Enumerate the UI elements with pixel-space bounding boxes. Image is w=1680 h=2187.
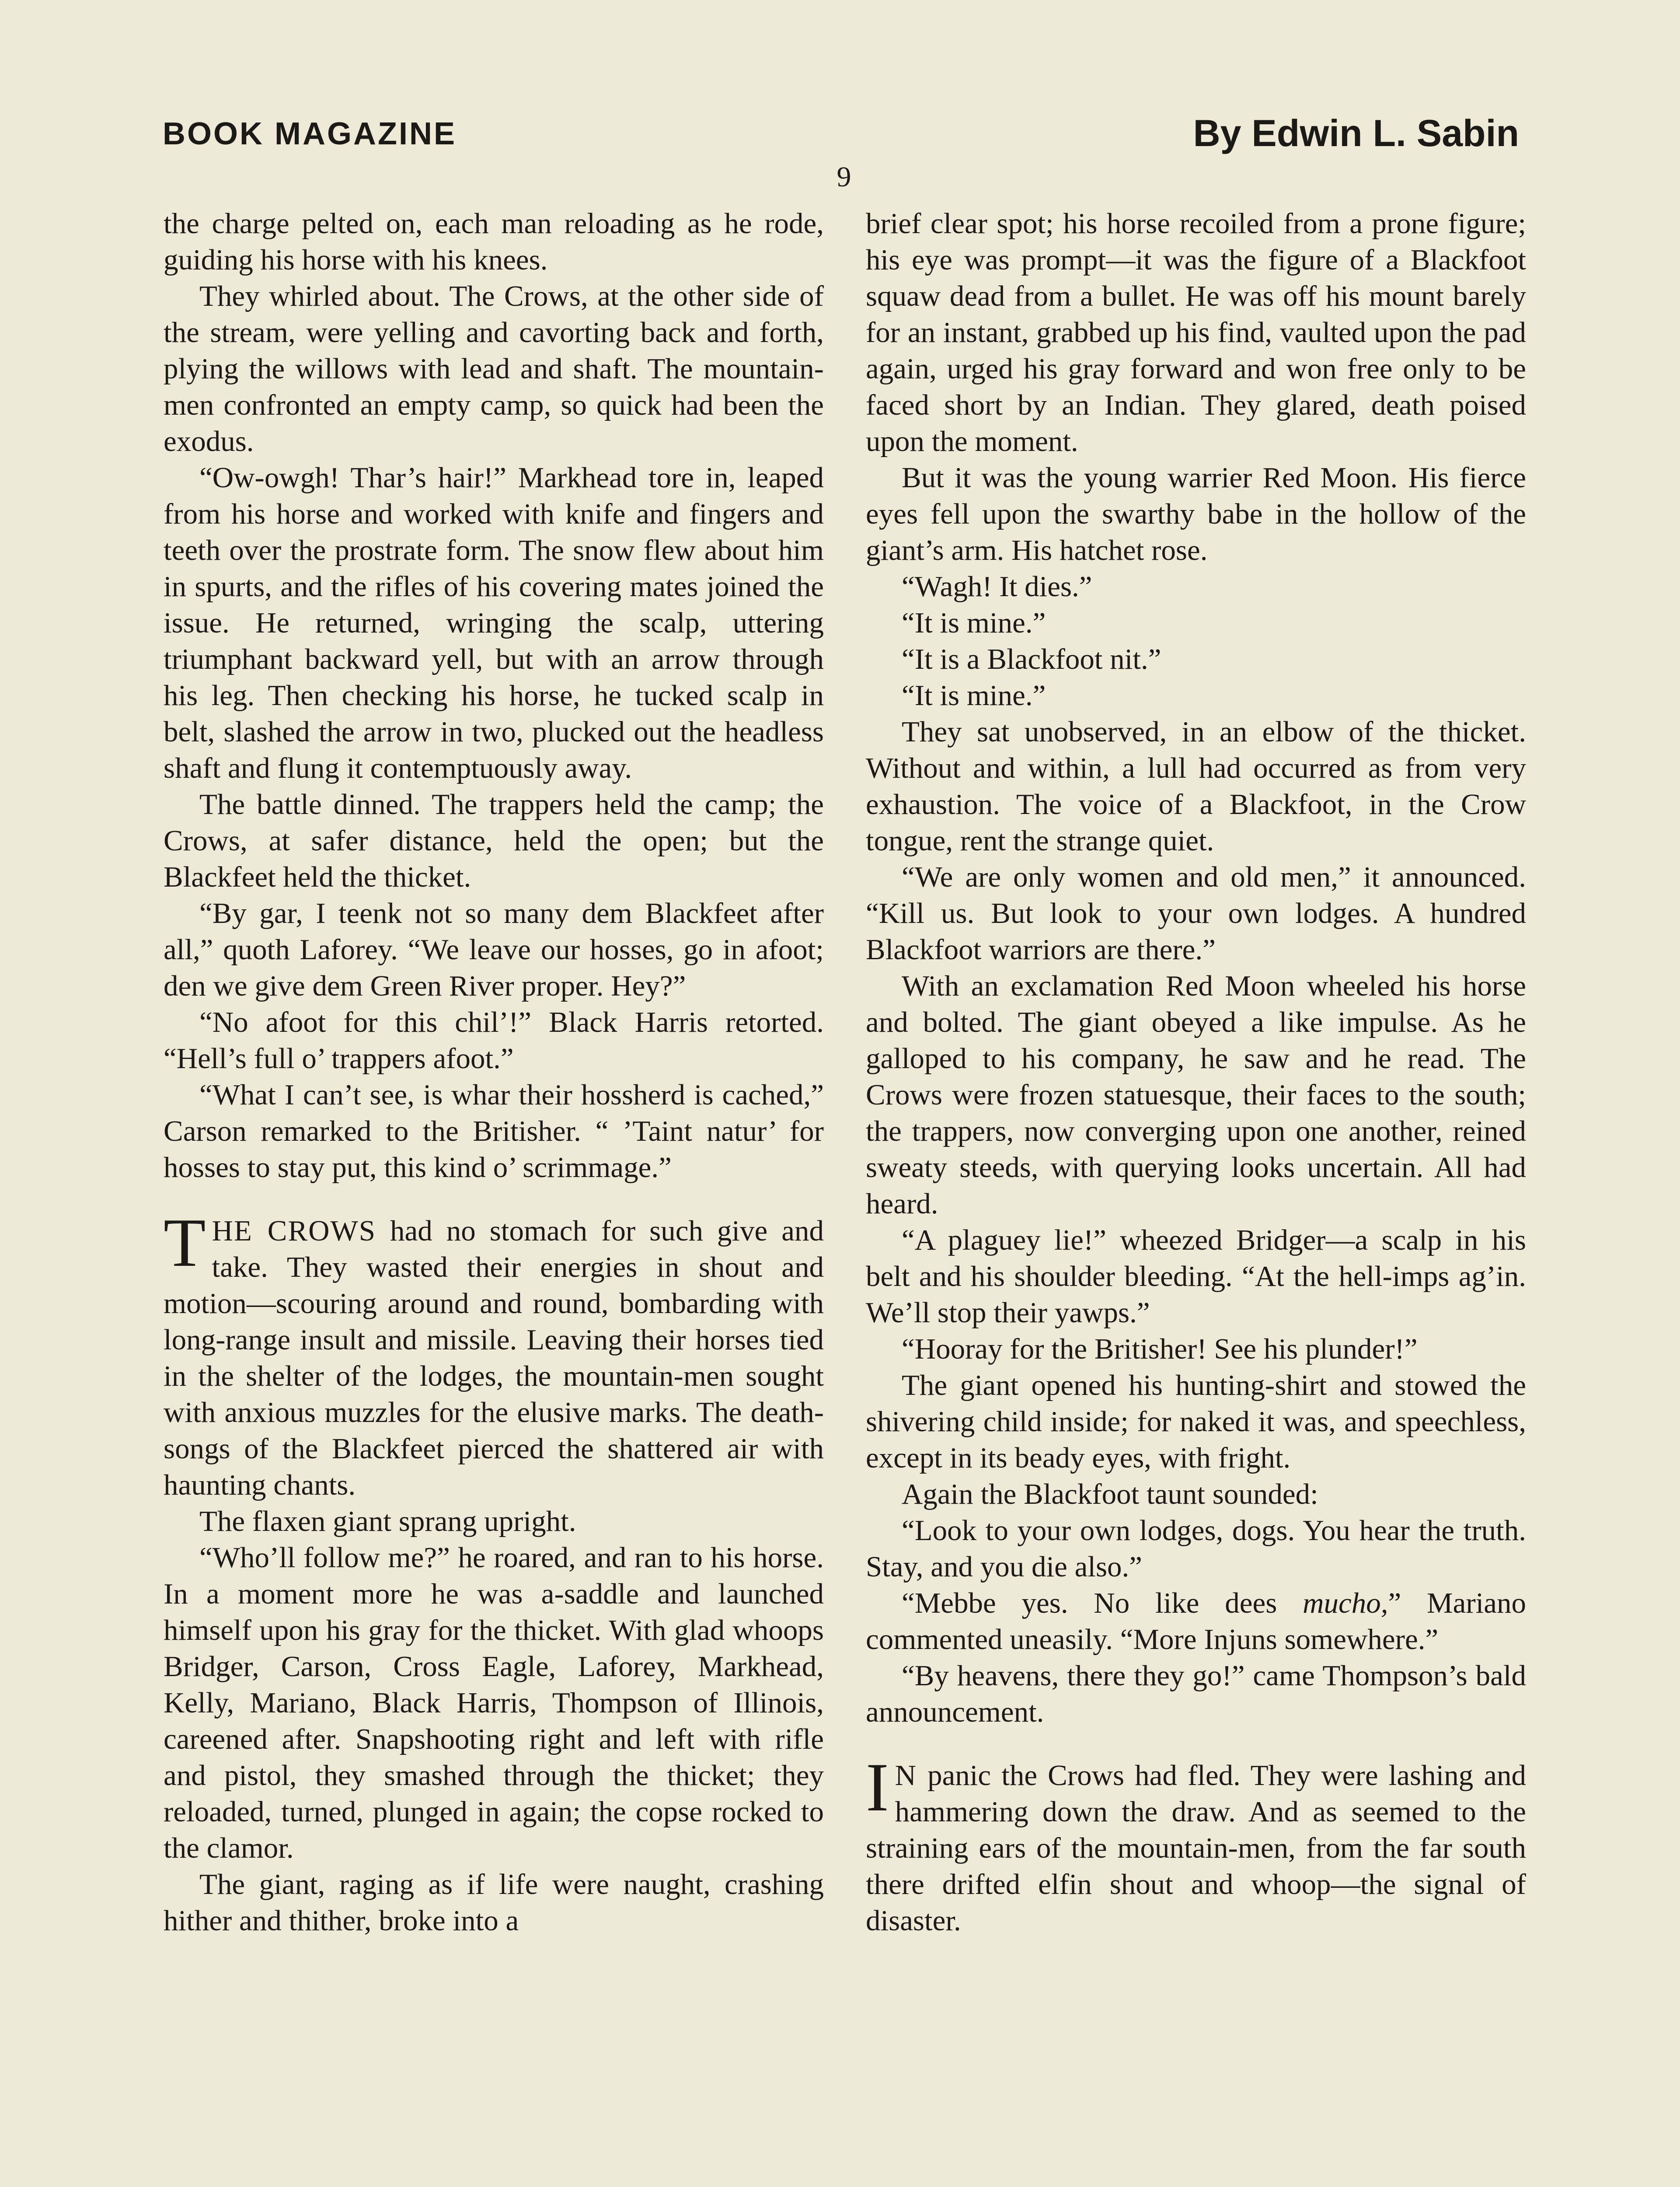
paragraph: “A plaguey lie!” wheezed Bridger—a scalp in his belt and his shoulder bleeding. “At the hell-imps ag’in. We’ll stop their yawps.” <box>866 1224 1526 1329</box>
paragraph-text: “Mebbe yes. No like dees <box>902 1587 1303 1619</box>
paragraph: “Hooray for the Britisher! See his plunder!” <box>902 1333 1418 1365</box>
paragraph: The giant opened his hunting-shirt and stowed the shivering child inside; for naked it was, and speechless, except in its beady eyes, with fright. <box>866 1369 1526 1474</box>
section-opening-paragraph <box>866 1749 1526 1939</box>
paragraph: But it was the young warrier Red Moon. His fierce eyes fell upon the swarthy babe in the hollow of the giant’s arm. His hatchet rose. <box>866 461 1526 566</box>
dialogue-line: “Wagh! It dies.” <box>902 570 1092 603</box>
magazine-title: BOOK MAGAZINE <box>163 116 457 151</box>
italic-word: mucho, <box>1303 1587 1388 1619</box>
dialogue-line: “It is mine.” <box>902 607 1046 639</box>
paragraph: “By gar, I teenk not so many dem Blackfeet after all,” quoth Laforey. “We leave our hosses, go in afoot; den we give dem Green River proper. Hey?” <box>164 897 824 1002</box>
author-byline: By Edwin L. Sabin <box>1193 112 1519 154</box>
paragraph: The giant, raging as if life were naught, crashing hither and thither, broke into a <box>164 1868 824 1937</box>
paragraph: “Who’ll follow me?” he roared, and ran to his horse. In a moment more he was a-saddle and launched himself upon his gray for the thicket. With glad whoops Bridger, Carson, Cross Eagle, Laforey, Markhead, Kelly, Mariano, Black Harris, Thompson of Illinois, careened after. Snapshooting right and left with rifle and pistol, they smashed through the thicket; they reloaded, turned, plunged in again; the copse rocked to the clamor. <box>164 1541 824 1864</box>
dialogue-line: “It is a Blackfoot nit.” <box>902 643 1161 675</box>
paragraph: “What I can’t see, is whar their hossherd is cached,” Carson remarked to the Britisher. “ ’Taint natur’ for hosses to stay put, this kind o’ scrimmage.” <box>164 1079 824 1184</box>
drop-cap: I <box>866 1749 889 1826</box>
paragraph: “By heavens, there they go!” came Thompson’s bald announcement. <box>866 1659 1526 1728</box>
paragraph: brief clear spot; his horse recoiled from a prone figure; his eye was prompt—it was the figure of a Blackfoot squaw dead from a bullet. He was off his mount barely for an instant, grabbed up his find, vaulted upon the pad again, urged his gray forward and won free only to be faced short by an Indian. They glared, death poised upon the moment. <box>866 207 1526 458</box>
section-opening-paragraph <box>164 1205 824 1503</box>
paragraph: The battle dinned. The trappers held the camp; the Crows, at safer distance, held the open; but the Blackfeet held the thicket. <box>164 788 824 893</box>
left-column <box>164 206 824 1939</box>
paragraph: “No afoot for this chil’!” Black Harris retorted. “Hell’s full o’ trappers afoot.” <box>164 1006 824 1075</box>
paragraph: With an exclamation Red Moon wheeled his horse and bolted. The giant obeyed a like impulse. As he galloped to his company, he saw and he read. The Crows were frozen statuesque, their faces to the south; the trappers, now converging upon one another, reined sweaty steeds, with querying looks uncertain. All had heard. <box>866 970 1526 1220</box>
paragraph-text: panic the Crows had fled. They were lashing and hammering down the draw. And as seemed to the straining ears of the mountain-men, from the far south there drifted elfin shout and whoop—the signal of disaster. <box>866 1759 1526 1937</box>
section-lead-words: N <box>895 1759 917 1792</box>
paragraph: The flaxen giant sprang upright. <box>199 1505 576 1537</box>
paragraph <box>866 1585 1526 1658</box>
paragraph: “Ow-owgh! Thar’s hair!” Markhead tore in, leaped from his horse and worked with knife and fingers and teeth over the prostrate form. The snow flew about him in spurts, and the rifles of his covering mates joined the issue. He returned, wringing the scalp, uttering triumphant backward yell, but with an arrow through his leg. Then checking his horse, he tucked scalp in belt, slashed the arrow in two, plucked out the headless shaft and flung it contemptuously away. <box>164 461 824 784</box>
section-lead-words: HE CROWS <box>212 1215 376 1247</box>
right-column <box>866 206 1526 1939</box>
page-number: 9 <box>837 161 851 193</box>
paragraph: They whirled about. The Crows, at the other side of the stream, were yelling and cavorting back and forth, plying the willows with lead and shaft. The mountain-men confronted an empty camp, so quick had been the exodus. <box>164 280 824 458</box>
paragraph: the charge pelted on, each man reloading as he rode, guiding his horse with his knees. <box>164 207 824 276</box>
dialogue-line: “It is mine.” <box>902 679 1046 712</box>
paragraph-text: ” Mariano commented uneasily. “More Injuns somewhere.” <box>866 1587 1526 1656</box>
paragraph: “Look to your own lodges, dogs. You hear the truth. Stay, and you die also.” <box>866 1514 1526 1583</box>
paragraph: Again the Blackfoot taunt sounded: <box>902 1478 1318 1510</box>
drop-cap: T <box>164 1205 206 1281</box>
paragraph-text: had no stomach for such give and take. They wasted their energies in shout and motion—scouring around and round, bombarding with long-range insult and missile. Leaving their horses tied in the shelter of the lodges, the mountain-men sought with anxious muzzles for the elusive marks. The death-songs of the Blackfeet pierced the shattered air with haunting chants. <box>164 1215 824 1501</box>
paragraph: They sat unobserved, in an elbow of the thicket. Without and within, a lull had occurred as from very exhaustion. The voice of a Blackfoot, in the Crow tongue, rent the strange quiet. <box>866 716 1526 857</box>
paragraph: “We are only women and old men,” it announced. “Kill us. But look to your own lodges. A hundred Blackfoot warriors are there.” <box>866 861 1526 966</box>
